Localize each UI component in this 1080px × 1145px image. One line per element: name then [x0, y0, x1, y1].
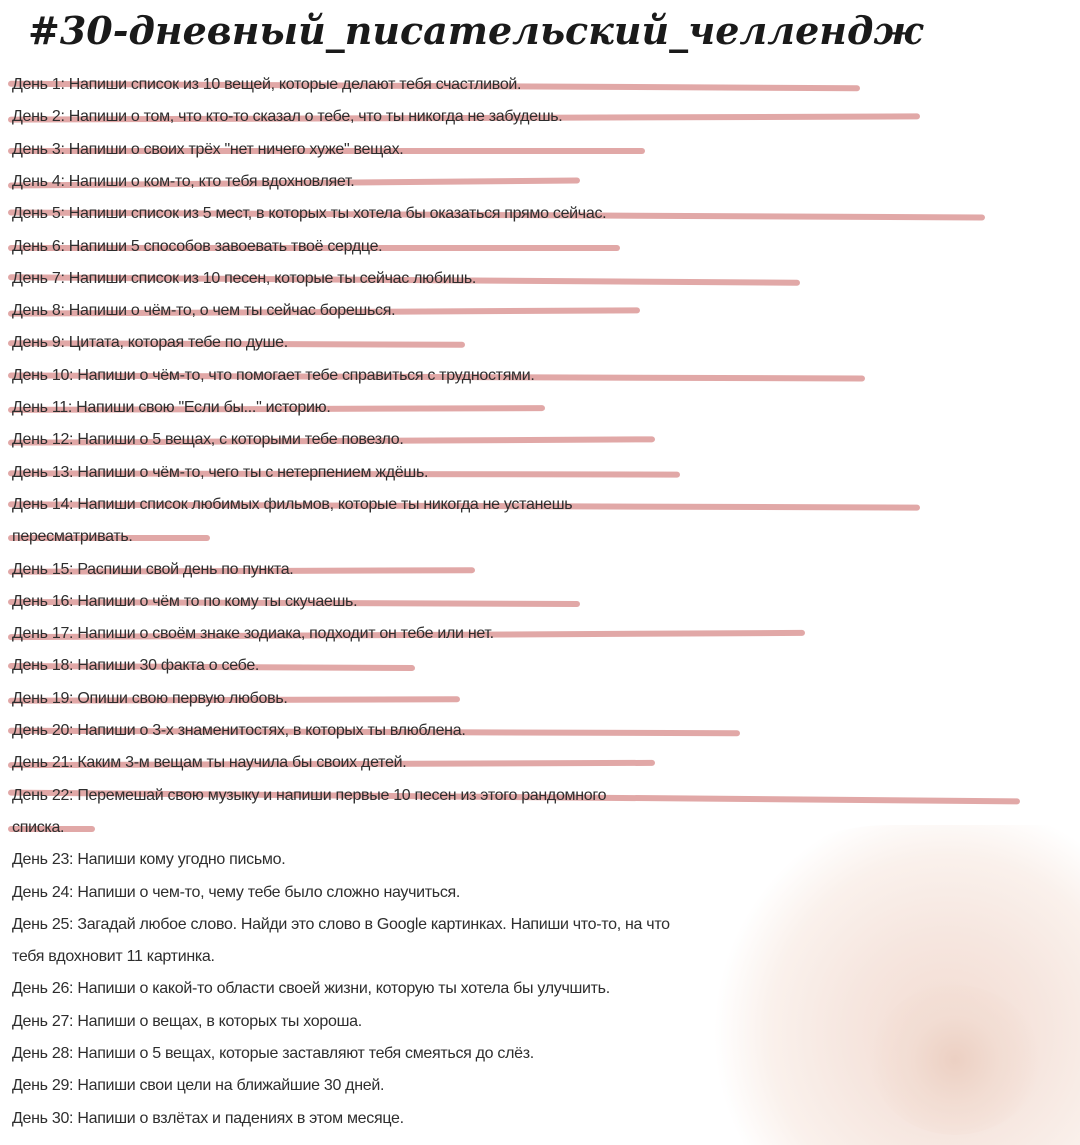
challenge-day-text: День 23: Напиши кому угодно письмо. — [12, 851, 286, 869]
challenge-day-text: тебя вдохновит 11 картинка. — [12, 948, 215, 966]
challenge-day-text: День 7: Напиши список из 10 песен, которые ты сейчас любишь. — [12, 269, 477, 287]
challenge-day-text: День 3: Напиши о своих трёх "нет ничего хуже" вещах. — [12, 140, 404, 158]
challenge-day-text: День 2: Напиши о том, что кто-то сказал о тебе, что ты никогда не забудешь. — [12, 108, 563, 126]
challenge-day-text: День 16: Напиши о чём то по кому ты скучаешь. — [12, 592, 358, 610]
challenge-day-text: День 13: Напиши о чём-то, чего ты с нетерпением ждёшь. — [12, 463, 429, 481]
challenge-day-text: День 22: Перемешай свою музыку и напиши первые 10 песен из этого рандомного — [12, 786, 607, 804]
challenge-day-text: День 26: Напиши о какой-то области своей жизни, которую ты хотела бы улучшить. — [12, 980, 610, 998]
challenge-day-text: День 28: Напиши о 5 вещах, которые заставляют тебя смеяться до слёз. — [12, 1045, 534, 1062]
challenge-day-text: День 6: Напиши 5 способов завоевать твоё сердце. — [12, 237, 383, 255]
challenge-day-text: День 1: Напиши список из 10 вещей, которые делают тебя счастливой. — [12, 76, 522, 93]
challenge-day-text: День 12: Напиши о 5 вещах, с которыми тебе повезло. — [12, 431, 404, 449]
challenge-day-text: День 11: Напиши свою "Если бы..." историю. — [12, 399, 331, 416]
challenge-day-text: День 20: Напиши о 3-х знаменитостях, в которых ты влюблена. — [12, 722, 466, 739]
challenge-day-text: День 30: Напиши о взлётах и падениях в этом месяце. — [12, 1109, 404, 1127]
challenge-day-text: пересматривать. — [12, 528, 133, 546]
challenge-day-text: День 14: Напиши список любимых фильмов, которые ты никогда не устанешь — [12, 495, 573, 513]
challenge-day-text: День 15: Распиши свой день по пункта. — [12, 560, 294, 578]
challenge-day-text: День 10: Напиши о чём-то, что помогает тебе справиться с трудностями. — [12, 366, 535, 384]
challenge-day-text: День 19: Опиши свою первую любовь. — [12, 689, 288, 707]
challenge-day-text: День 5: Напиши список из 5 мест, в которых ты хотела бы оказаться прямо сейчас. — [12, 205, 607, 223]
challenge-day-text: День 27: Напиши о вещах, в которых ты хороша. — [12, 1012, 362, 1030]
challenge-day-text: День 21: Каким 3-м вещам ты научила бы своих детей. — [12, 754, 407, 772]
challenge-day-text: День 29: Напиши свои цели на ближайшие 30 дней. — [12, 1077, 385, 1095]
rose-decoration-center — [870, 985, 1040, 1135]
challenge-day-text: списка. — [12, 818, 65, 836]
challenge-day-text: День 4: Напиши о ком-то, кто тебя вдохновляет. — [12, 172, 355, 190]
challenge-day-text: День 25: Загадай любое слово. Найди это слово в Google картинках. Напиши что-то, на что — [12, 915, 670, 933]
challenge-day-text: День 24: Напиши о чем-то, чему тебе было сложно научиться. — [12, 883, 461, 901]
challenge-day-text: День 8: Напиши о чём-то, о чем ты сейчас борешься. — [12, 302, 396, 320]
challenge-day-text: День 18: Напиши 30 факта о себе. — [12, 657, 260, 675]
page-title: #30-дневный_писательский_челлендж — [28, 8, 924, 53]
challenge-day-text: День 9: Цитата, которая тебе по душе. — [12, 334, 288, 352]
challenge-day-text: День 17: Напиши о своём знаке зодиака, подходит он тебе или нет. — [12, 625, 494, 643]
